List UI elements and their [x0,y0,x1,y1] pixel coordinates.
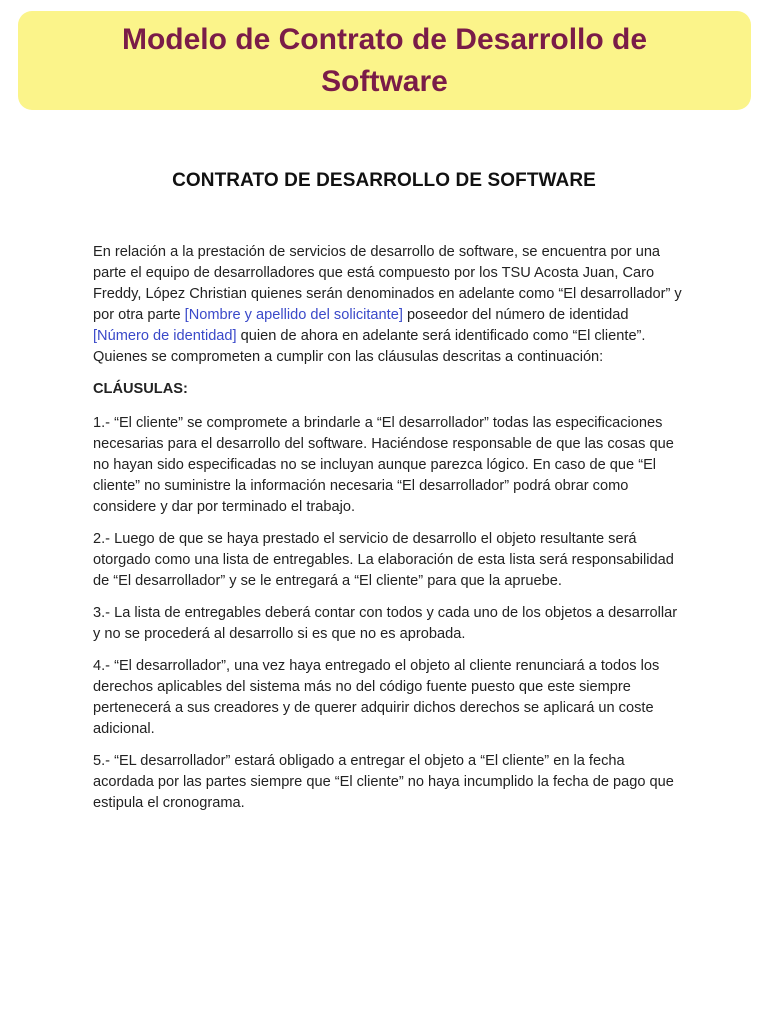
clause-paragraph: 3.- La lista de entregables deberá contar con todos y cada uno de los objetos a desarrollar y no se procederá al desarrollo si es que no es aprobada. [93,605,678,642]
title-banner [18,11,751,110]
intro-text-2: poseedor del número de identidad [402,307,629,323]
document-title: CONTRATO DE DESARROLLO DE SOFTWARE [172,170,596,191]
document-body [93,242,683,825]
intro-paragraph [93,242,683,368]
clause-paragraph: 5.- “EL desarrollador” estará obligado a entregar el objeto a “El cliente” en la fecha acordada por las partes siempre que “El cliente” no haya incumplido la fecha de pago que estipula el cronograma. [93,753,674,811]
intro-text-1: En relación a la prestación de servicios de desarrollo de software, se encuentra por una parte el equipo de desarrolladores que está compuesto por los TSU Acosta Juan, Caro Freddy, López Christian quienes serán denominados en adelante como “El desarrollador” y por otra parte [93,244,682,323]
clause-paragraph: 1.- “El cliente” se compromete a brindarle a “El desarrollador” todas las especificaciones necesarias para el desarrollo del software. Haciéndose responsable de que las cosas que no hayan sido especificadas no se incluyan aunque parezca lógico. En caso de que “El cliente” no suministre la información necesaria “El desarrollador” podrá obrar como considere y dar por terminado el trabajo. [93,415,674,515]
clauses-heading: CLÁUSULAS: [93,381,188,397]
clause-paragraph: 4.- “El desarrollador”, una vez haya entregado el objeto al cliente renunciará a todos los derechos aplicables del sistema más no del código fuente puesto que este siempre pertenecerá a sus creadores y de querer adquirir dichos derechos se aplicará un coste adicional. [93,658,660,737]
clause-paragraph: 2.- Luego de que se haya prestado el servicio de desarrollo el objeto resultante será otorgado como una lista de entregables. La elaboración de esta lista será responsabilidad de “El desarrollador” y se le entregará a “El cliente” para que la apruebe. [93,531,674,589]
placeholder-name: [Nombre y apellido del solicitante] [184,307,403,323]
banner-title: Modelo de Contrato de Desarrollo de Software [121,22,648,98]
placeholder-id: [Número de identidad] [93,328,237,344]
intro-text-3: quien de ahora en adelante será identificado como “El cliente”. Quienes se comprometen a cumplir con las cláusulas descritas a continuación: [93,328,646,365]
